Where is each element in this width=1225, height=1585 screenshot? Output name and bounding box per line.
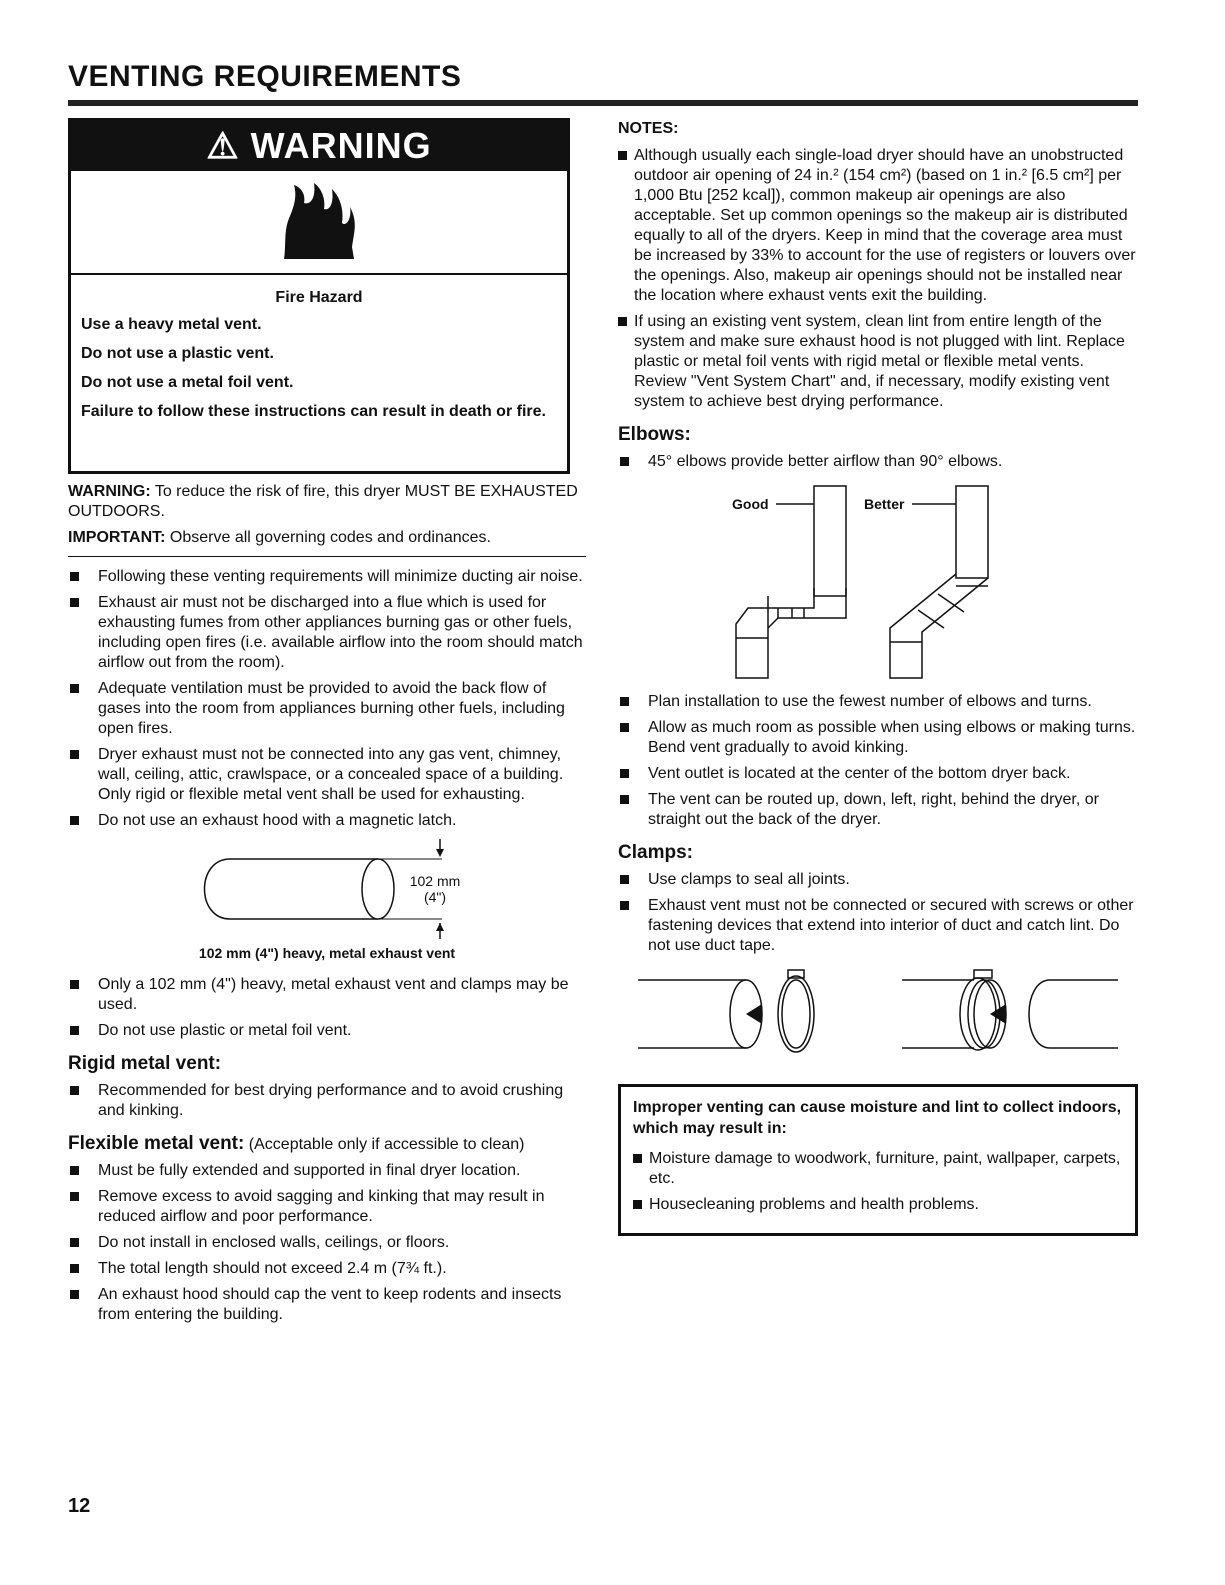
- elbows-list-2: [618, 692, 1138, 830]
- clamp-figure: [618, 966, 1138, 1062]
- vent-figure-caption: 102 mm (4") heavy, metal exhaust vent: [198, 945, 456, 961]
- page-title: VENTING REQUIREMENTS: [68, 60, 462, 93]
- flexible-vent-list: [68, 1161, 586, 1325]
- list-item: Only a 102 mm (4") heavy, metal exhaust vent and clamps may be used.: [68, 975, 586, 1015]
- fire-hazard-icon: [71, 171, 567, 275]
- list-item: Vent outlet is located at the center of the bottom dryer back.: [618, 764, 1138, 784]
- right-column: [618, 118, 1138, 1236]
- improper-venting-list: [633, 1149, 1123, 1215]
- good-label: Good: [732, 496, 769, 512]
- better-label: Better: [864, 496, 905, 512]
- list-item: Do not use plastic or metal foil vent.: [68, 1021, 586, 1041]
- list-item: Exhaust vent must not be connected or secured with screws or other fastening devices that extend into interior of duct and catch lint. Do not use duct tape.: [618, 896, 1138, 956]
- warning-header: [71, 121, 567, 171]
- list-item: Moisture damage to woodwork, furniture, paint, wallpaper, carpets, etc.: [633, 1149, 1123, 1189]
- page-number: 12: [68, 1495, 91, 1517]
- list-item: Housecleaning problems and health problems.: [633, 1195, 1123, 1215]
- improper-venting-box: [618, 1084, 1138, 1236]
- list-item: Recommended for best drying performance and to avoid crushing and kinking.: [68, 1081, 586, 1121]
- elbow-figure: [618, 478, 1138, 688]
- warning-line: Failure to follow these instructions can result in death or fire.: [81, 403, 546, 420]
- list-item: Use clamps to seal all joints.: [618, 870, 1138, 890]
- left-column: [68, 118, 586, 1331]
- elbow-illustration: [618, 478, 1138, 688]
- vent-tube-illustration: [68, 837, 586, 939]
- flexible-vent-note: (Acceptable only if accessible to clean): [244, 1136, 525, 1153]
- list-item: An exhaust hood should cap the vent to keep rodents and insects from entering the building.: [68, 1285, 586, 1325]
- warning-line: Use a heavy metal vent.: [81, 316, 262, 333]
- warning-line: Do not use a plastic vent.: [81, 345, 274, 362]
- warning-label: WARNING:: [68, 483, 151, 500]
- list-item: Must be fully extended and supported in final dryer location.: [68, 1161, 586, 1181]
- warning-text: To reduce the risk of fire, this dryer MUST BE EXHAUSTED OUTDOORS.: [68, 483, 578, 520]
- list-item: Although usually each single-load dryer should have an unobstructed outdoor air opening of 24 in.² (154 cm²) (based on 1 in.² [6.5 cm²] per 1,000 Btu [252 kcal]), common makeup air openings are also acceptable. Set up common openings so the makeup air is distributed equally to all of the dryers. Keep in mind that the coverage area must be increased by 33% to account for the use of registers or louvers over the openings. Also, makeup air openings should not be installed near the location where exhaust vents exit the building.: [618, 146, 1138, 306]
- clamps-heading: Clamps:: [618, 842, 693, 863]
- warning-box: [68, 118, 570, 474]
- rigid-vent-list: [68, 1081, 586, 1121]
- list-item: 45° elbows provide better airflow than 90° elbows.: [618, 452, 1138, 472]
- list-item: Exhaust air must not be discharged into a flue which is used for exhausting fumes from other appliances burning gas or other fuels, including open fires (i.e. available airflow into the room should match airflow out from the room).: [68, 593, 586, 673]
- warning-triangle-icon: ⚠: [206, 125, 240, 166]
- list-item: Do not use an exhaust hood with a magnetic latch.: [68, 811, 586, 831]
- important-statement: [68, 528, 586, 548]
- elbows-heading: Elbows:: [618, 424, 691, 445]
- important-text: Observe all governing codes and ordinances.: [165, 529, 491, 546]
- vent-dim-mm: 102 mm: [409, 873, 461, 889]
- divider: [68, 556, 586, 557]
- notes-heading: NOTES:: [618, 120, 679, 137]
- improper-venting-heading: Improper venting can cause moisture and lint to collect indoors, which may result in:: [633, 1099, 1122, 1137]
- list-item: Plan installation to use the fewest number of elbows and turns.: [618, 692, 1138, 712]
- list-item: Allow as much room as possible when using elbows or making turns. Bend vent gradually to avoid kinking.: [618, 718, 1138, 758]
- rigid-vent-heading: Rigid metal vent:: [68, 1053, 222, 1074]
- list-item: If using an existing vent system, clean lint from entire length of the system and make sure exhaust hood is not plugged with lint. Replace plastic or metal foil vents with rigid metal or flexible metal vents. Review "Vent System Chart" and, if necessary, modify existing vent system to achieve best drying performance.: [618, 312, 1138, 412]
- list-item: Do not install in enclosed walls, ceilings, or floors.: [68, 1233, 586, 1253]
- list-item: Adequate ventilation must be provided to avoid the back flow of gases into the room from appliances burning other fuels, including open fires.: [68, 679, 586, 739]
- fire-hazard-title: Fire Hazard: [275, 289, 363, 306]
- important-label: IMPORTANT:: [68, 529, 166, 546]
- clamp-illustration: [618, 966, 1138, 1062]
- vent-dim-in: (4"): [423, 889, 447, 905]
- elbows-list: [618, 452, 1138, 472]
- list-item: The total length should not exceed 2.4 m (7¾ ft.).: [68, 1259, 586, 1279]
- vent-figure: [68, 837, 586, 939]
- warning-line: Do not use a metal foil vent.: [81, 374, 294, 391]
- clamps-list: [618, 870, 1138, 956]
- list-item: Remove excess to avoid sagging and kinking that may result in reduced airflow and poor performance.: [68, 1187, 586, 1227]
- notes-list: [618, 146, 1138, 412]
- venting-bullet-list: [68, 567, 586, 831]
- warning-header-text: WARNING: [250, 125, 432, 166]
- list-item: Dryer exhaust must not be connected into any gas vent, chimney, wall, ceiling, attic, crawlspace, or a concealed space of a building. Only rigid or flexible metal vent shall be used for exhausting.: [68, 745, 586, 805]
- list-item: Following these venting requirements will minimize ducting air noise.: [68, 567, 586, 587]
- warning-statement: [68, 482, 586, 522]
- title-rule: [68, 100, 1138, 106]
- flexible-vent-heading: Flexible metal vent: (Acceptable only if accessible to clean): [68, 1133, 525, 1154]
- vent-type-list: [68, 975, 586, 1041]
- list-item: The vent can be routed up, down, left, right, behind the dryer, or straight out the back of the dryer.: [618, 790, 1138, 830]
